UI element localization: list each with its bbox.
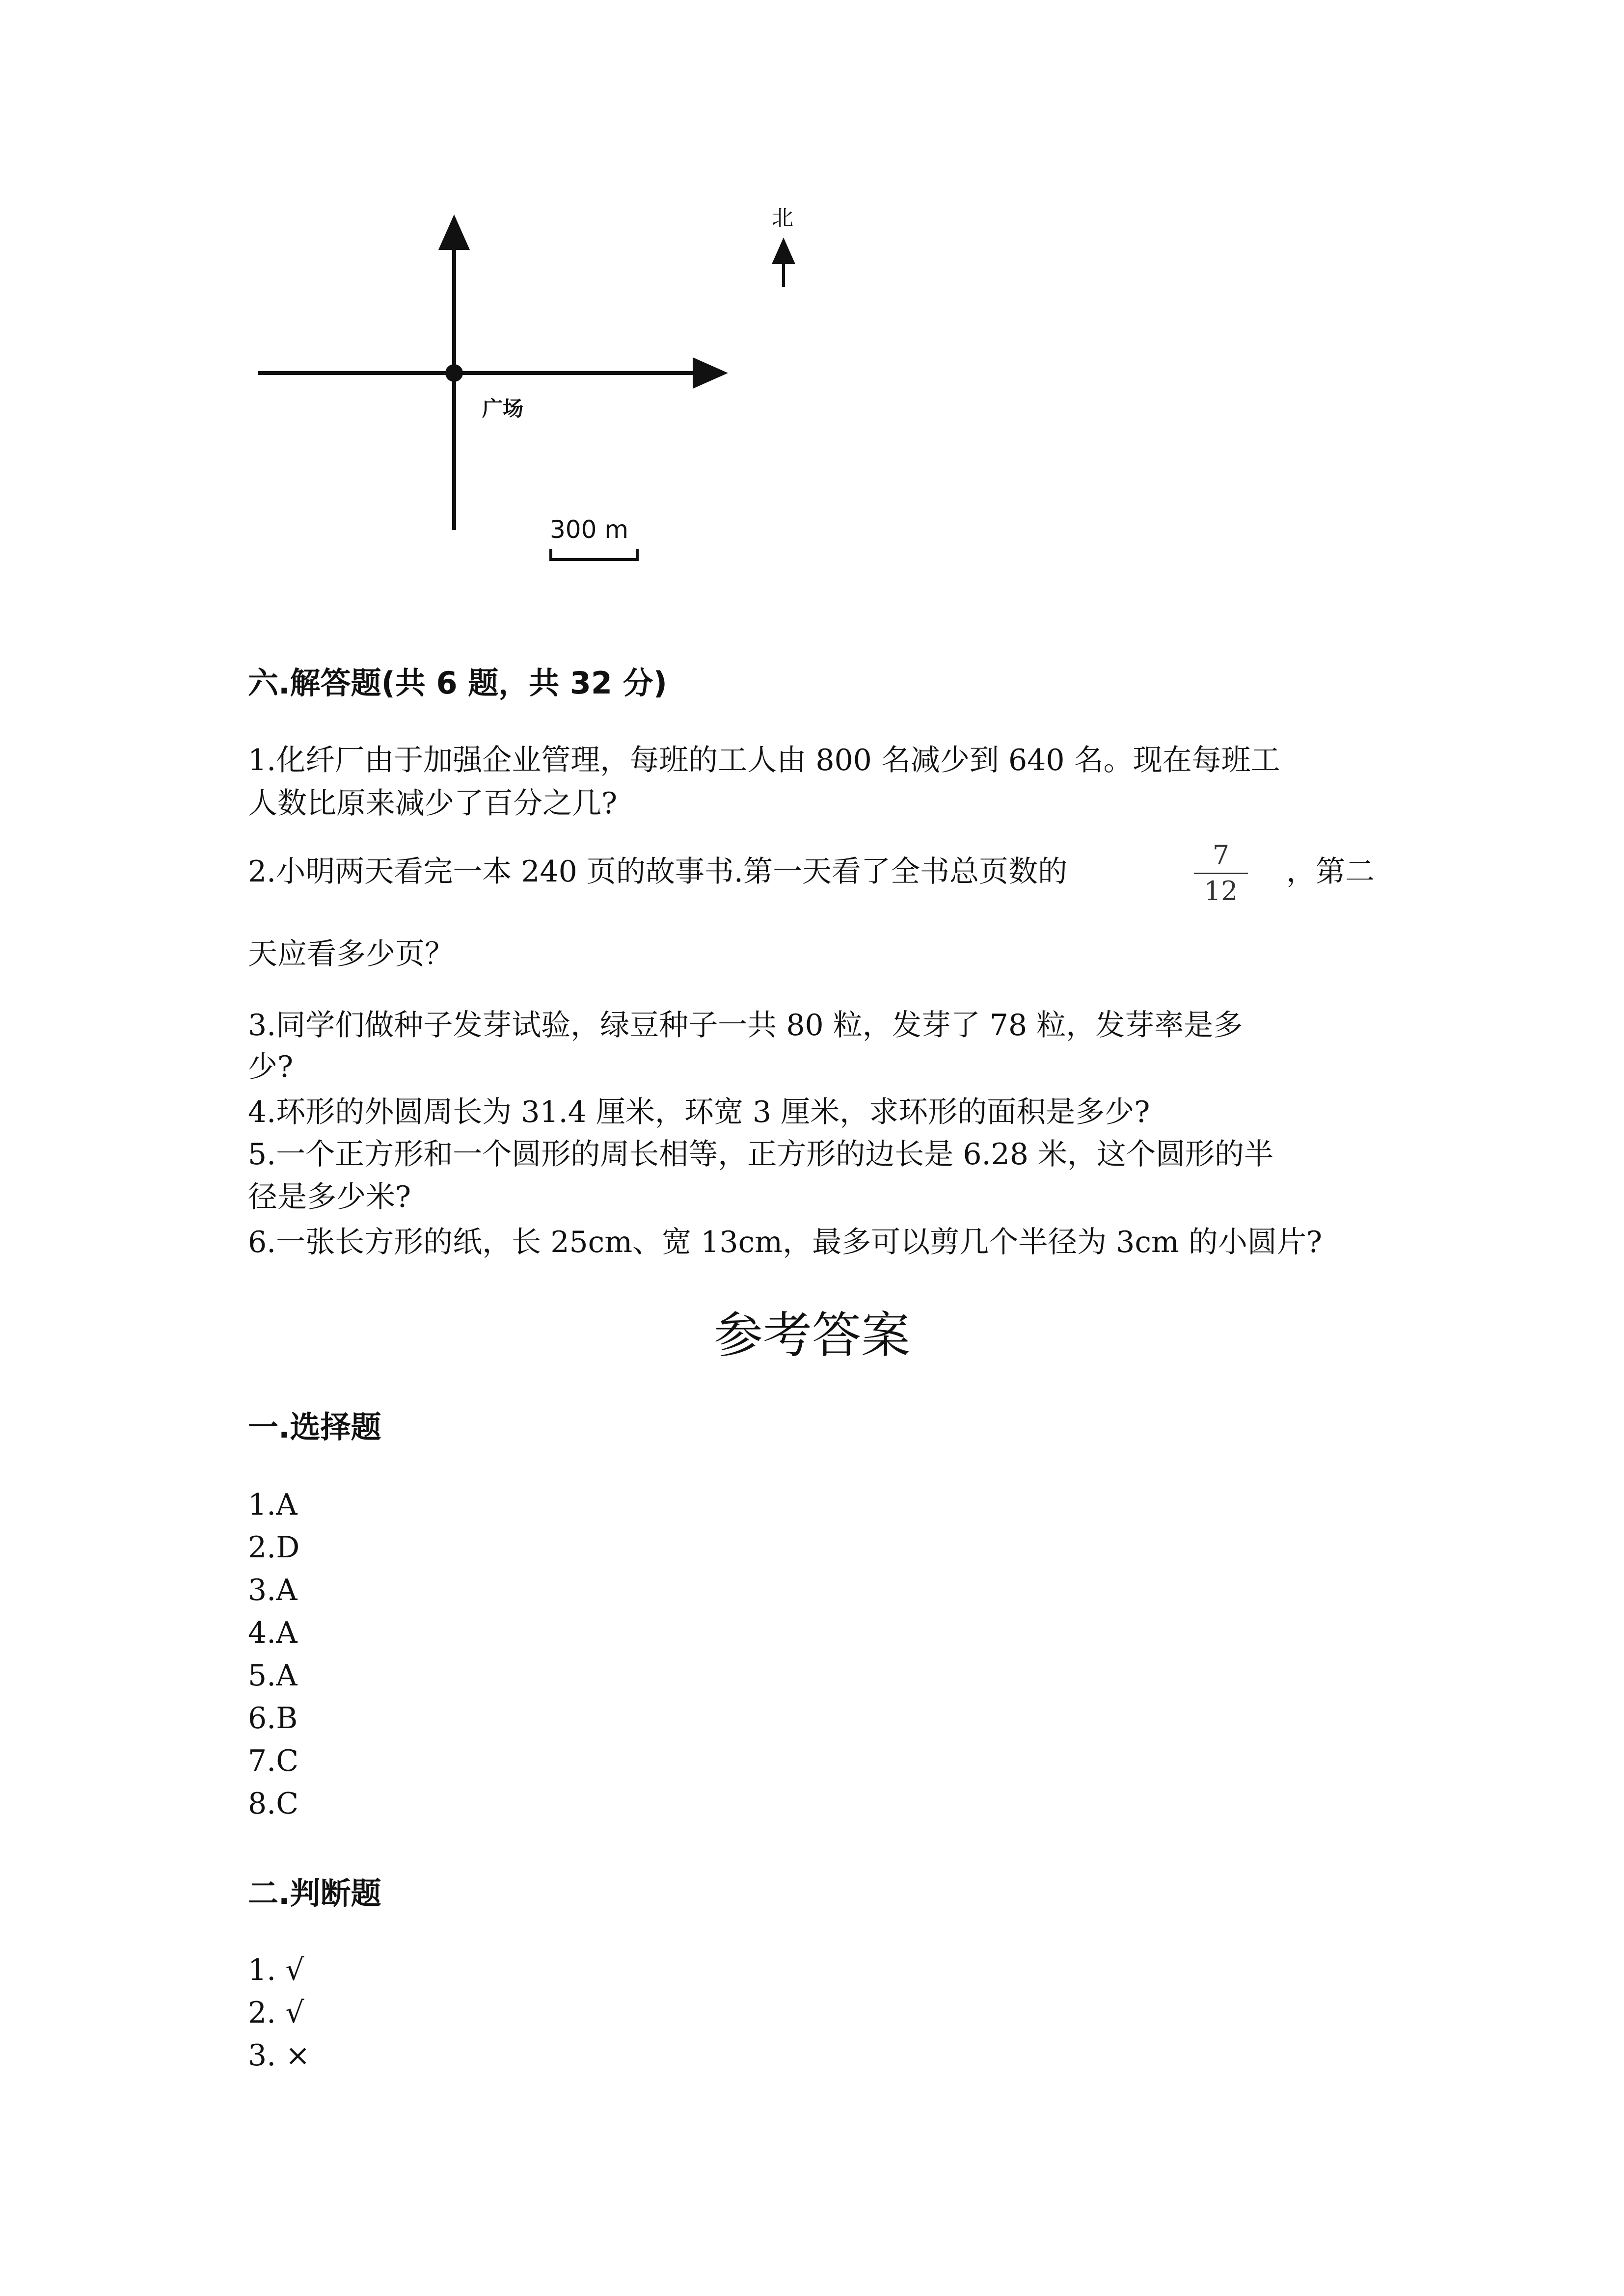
question-2-line-2: 天应看多少页？ — [248, 937, 454, 971]
fraction-numerator: 7 — [1212, 840, 1230, 871]
part-1-answer-8: 8.C — [248, 1787, 299, 1821]
part-2-answer-3: 3. × — [248, 2038, 310, 2073]
part-2-answer-1: 1. √ — [248, 1953, 304, 1987]
part-1-answer-2: 2.D — [248, 1530, 300, 1565]
part-2-answer-2: 2. √ — [248, 1996, 304, 2030]
section-title: 六.解答题(共 6 题，共 32 分) — [248, 665, 667, 701]
part-1-answer-7: 7.C — [248, 1744, 299, 1778]
question-3-line-2: 少? — [248, 1050, 294, 1084]
north-label: 北 — [772, 206, 793, 231]
part-1-answer-1: 1.A — [248, 1488, 298, 1522]
fraction-bar — [1194, 873, 1248, 874]
question-2-line-1: 2.小明两天看完一本 240 页的故事书.第一天看了全书总页数的 — [248, 854, 1067, 889]
square-point — [445, 364, 463, 382]
question-1-line-2: 人数比原来减少了百分之几? — [248, 786, 618, 821]
part-1-answer-5: 5.A — [248, 1658, 298, 1693]
question-1-line-1: 1.化纤厂由于加强企业管理，每班的工人由 800 名减少到 640 名。现在每班工 — [248, 743, 1280, 777]
question-3-line-1: 3.同学们做种子发芽试验，绿豆种子一共 80 粒，发芽了 78 粒，发芽率是多 — [248, 1008, 1243, 1042]
question-5-line-1: 5.一个正方形和一个圆形的周长相等，正方形的边长是 6.28 米，这个圆形的半 — [248, 1137, 1273, 1172]
fraction-denominator: 12 — [1204, 876, 1238, 907]
fraction-seven-twelfths — [1194, 840, 1248, 907]
scale-label: 300 m — [550, 515, 629, 544]
question-2-line-1-end: ，第二 — [1286, 854, 1375, 889]
answer-key-title: 参考答案 — [714, 1307, 910, 1364]
question-5-line-2: 径是多少米? — [248, 1180, 411, 1214]
part-1-answer-4: 4.A — [248, 1616, 298, 1650]
question-4: 4.环形的外圆周长为 31.4 厘米，环宽 3 厘米，求环形的面积是多少? — [248, 1095, 1150, 1129]
part-1-answer-3: 3.A — [248, 1573, 298, 1607]
part-2-title: 二.判断题 — [248, 1875, 381, 1911]
scale-bar — [551, 549, 637, 560]
part-1-answer-6: 6.B — [248, 1701, 298, 1735]
map-figure — [0, 0, 835, 589]
part-1-title: 一.选择题 — [248, 1409, 381, 1445]
square-label: 广场 — [482, 397, 524, 421]
question-6: 6.一张长方形的纸，长 25cm、宽 13cm，最多可以剪几个半径为 3cm 的小圆片? — [248, 1225, 1323, 1259]
